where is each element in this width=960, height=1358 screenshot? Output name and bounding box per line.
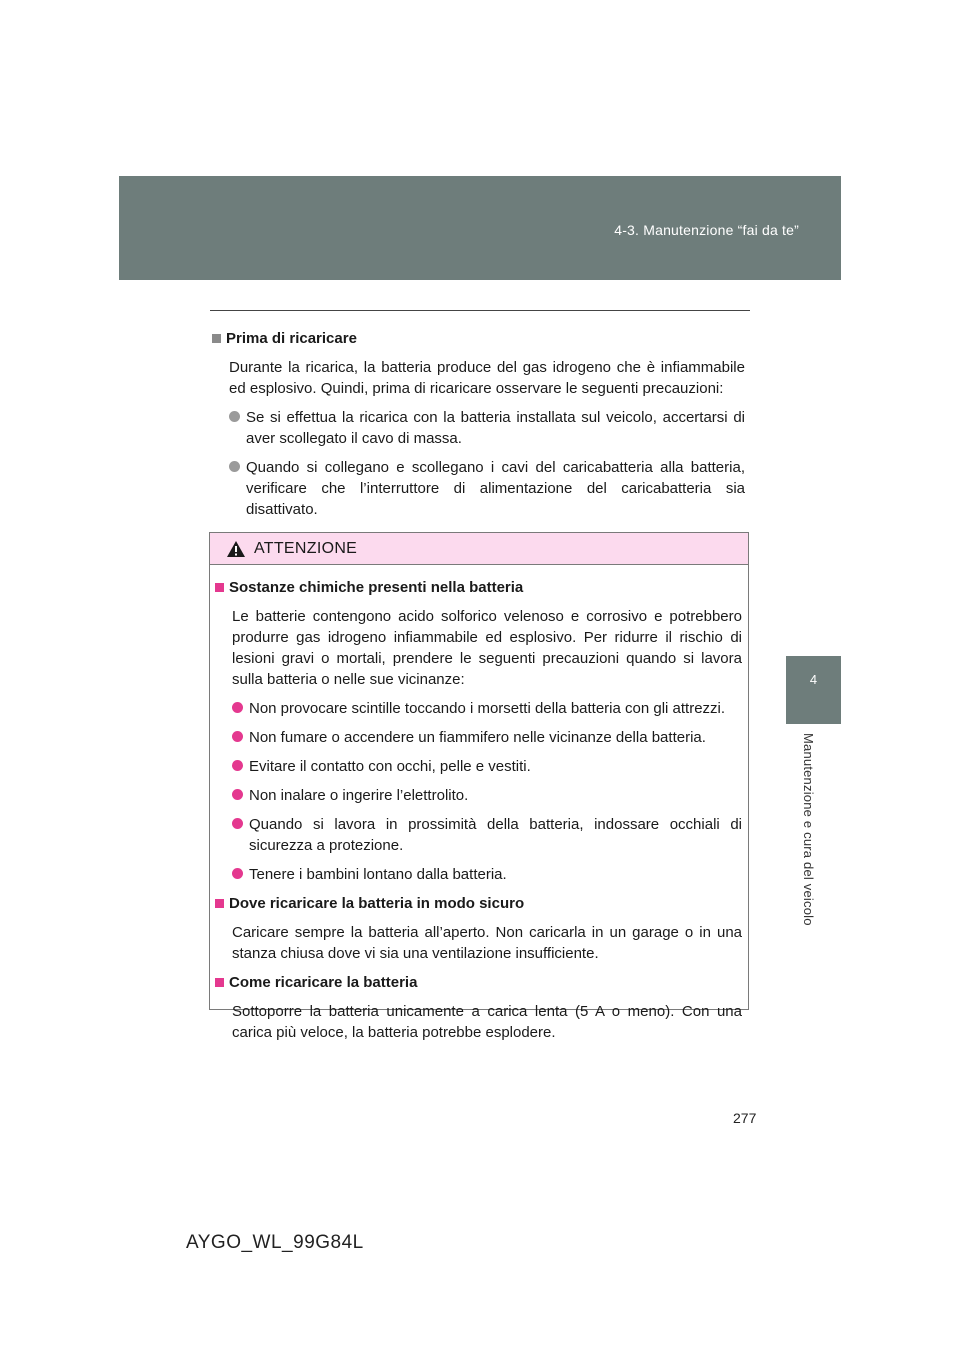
circle-bullet-icon [229,411,240,422]
square-bullet-icon [215,583,224,592]
list-item [232,864,742,885]
warning-section-heading [215,893,742,914]
circle-bullet-icon [232,760,243,771]
chapter-number: 4 [809,672,818,687]
intro-section [212,328,745,528]
list-item [229,407,745,449]
header-band [119,176,841,280]
section-divider [210,310,750,311]
square-bullet-icon [212,334,221,343]
circle-bullet-icon [232,868,243,879]
list-item-text: Tenere i bambini lontano dalla batteria. [249,866,507,883]
circle-bullet-icon [232,789,243,800]
list-item-text: Quando si collegano e scollegano i cavi del caricabatteria alla batteria, verificare che l’interruttore di alimentazione del caricabatteria sia disattivato. [246,459,745,518]
warning-section-title: Dove ricaricare la batteria in modo sicuro [229,895,525,912]
list-item [232,756,742,777]
list-item-text: Quando si lavora in prossimità della batteria, indossare occhiali di sicurezza a protezione. [249,816,742,854]
warning-title: ATTENZIONE [254,539,358,557]
intro-text: Durante la ricarica, la batteria produce del gas idrogeno che è infiammabile ed esplosivo. Quindi, prima di ricaricare osservare le seguenti precauzioni: [229,359,745,397]
warning-section-text: Le batterie contengono acido solforico velenoso e corrosivo e potrebbero produrre gas idrogeno infiammabile ed esplosivo. Per ridurre il rischio di lesioni gravi o mortali, prendere le seguenti precauzioni quando si lavora sulla batteria o nelle sue vicinanze: [232,608,742,688]
list-item-text: Se si effettua la ricarica con la batteria installata sul veicolo, accertarsi di aver scollegato il cavo di massa. [246,409,745,447]
section-title: 4-3. Manutenzione “fai da te” [614,222,799,238]
warning-box [209,532,749,1041]
intro-heading [212,328,745,349]
square-bullet-icon [215,899,224,908]
warning-triangle-icon [226,540,246,558]
warning-section-title: Sostanze chimiche presenti nella batteria [229,579,524,596]
chapter-tab[interactable] [786,656,841,724]
list-item [232,814,742,856]
list-item [232,698,742,719]
chapter-label: Manutenzione e cura del veicolo [801,733,816,926]
warning-body [210,565,748,1043]
list-item [232,727,742,748]
page-number: 277 [733,1110,757,1126]
warning-section-heading [215,577,742,598]
list-item-text: Non fumare o accendere un fiammifero nelle vicinanze della batteria. [249,729,706,746]
warning-section-text: Sottoporre la batteria unicamente a carica lenta (5 A o meno). Con una carica più veloce, la batteria potrebbe esplodere. [232,1003,742,1041]
list-item [232,785,742,806]
warning-header [210,533,748,565]
warning-section-text: Caricare sempre la batteria all’aperto. Non caricarla in un garage o in una stanza chiusa dove vi sia una ventilazione insufficiente. [232,924,742,962]
circle-bullet-icon [232,731,243,742]
list-item-text: Non inalare o ingerire l’elettrolito. [249,787,469,804]
intro-title: Prima di ricaricare [226,330,357,347]
list-item-text: Non provocare scintille toccando i morsetti della batteria con gli attrezzi. [249,700,726,717]
list-item [229,457,745,520]
document-code: AYGO_WL_99G84L [186,1232,364,1253]
warning-section-title: Come ricaricare la batteria [229,974,418,991]
circle-bullet-icon [229,461,240,472]
circle-bullet-icon [232,702,243,713]
list-item-text: Evitare il contatto con occhi, pelle e vestiti. [249,758,531,775]
circle-bullet-icon [232,818,243,829]
warning-section-heading [215,972,742,993]
square-bullet-icon [215,978,224,987]
